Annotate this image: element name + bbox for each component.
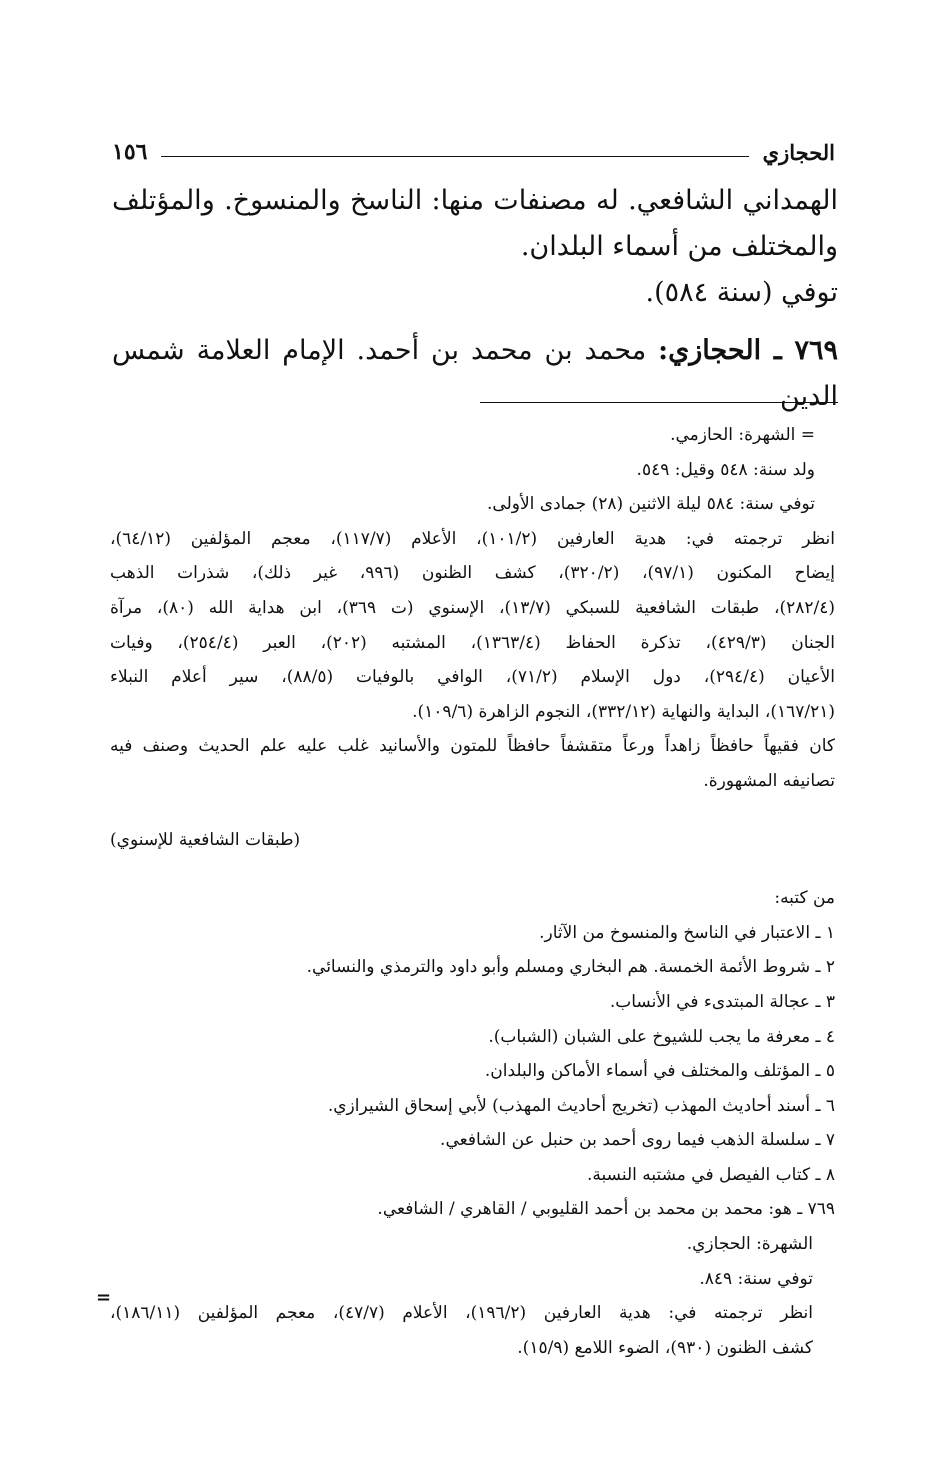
works-list-item: ١ ـ الاعتبار في الناسخ والمنسوخ من الآثار. bbox=[539, 922, 835, 943]
running-head-rule bbox=[161, 156, 748, 157]
main-line: توفي (سنة ٥٨٤). bbox=[645, 277, 838, 308]
entry-label: ٧٦٩ ـ الحجازي: bbox=[658, 335, 838, 366]
main-line: الهمداني الشافعي. له مصنفات منها: الناسخ والمنسوخ. والمؤتلف bbox=[112, 185, 838, 216]
works-list-item: ٤ ـ معرفة ما يجب للشيوخ على الشبان (الشباب). bbox=[488, 1026, 835, 1047]
footnote-separator bbox=[480, 402, 838, 403]
footnote-line: كان فقيهاً حافظاً زاهداً ورعاً متقشفاً حافظاً للمتون والأسانيد غلب عليه علم الحديث وصنف فيه bbox=[110, 736, 835, 757]
works-heading: من كتبه: bbox=[774, 888, 835, 909]
main-line: والمختلف من أسماء البلدان. bbox=[520, 231, 838, 262]
footnote-line: الجنان (٤٢٩/٣)، تذكرة الحفاظ (١٣٦٣/٤)، المشتبه (٢٠٢)، العبر (٢٥٤/٤)، وفيات bbox=[110, 632, 835, 653]
footnotes bbox=[110, 418, 835, 1365]
footnote-769-line: توفي سنة: ٨٤٩. bbox=[699, 1268, 813, 1289]
footnote-line: = الشهرة: الحازمي. bbox=[670, 425, 815, 445]
footnote-line: انظر ترجمته في: هدية العارفين (١٠١/٢)، الأعلام (١١٧/٧)، معجم المؤلفين (٦٤/١٢)، bbox=[110, 528, 835, 549]
footnote-769-line: كشف الظنون (٩٣٠)، الضوء اللامع (١٥/٩). bbox=[517, 1337, 813, 1358]
running-head bbox=[112, 132, 835, 172]
footnote-citation: (طبقات الشافعية للإسنوي) bbox=[110, 829, 301, 850]
works-list-item: ٥ ـ المؤتلف والمختلف في أسماء الأماكن والبلدان. bbox=[484, 1061, 835, 1082]
works-list-item: ٦ ـ أسند أحاديث المهذب (تخريج أحاديث المهذب) لأبي إسحاق الشيرازي. bbox=[327, 1095, 835, 1116]
footnote-line: توفي سنة: ٥٨٤ ليلة الاثنين (٢٨) جمادى الأولى. bbox=[487, 494, 815, 515]
main-text bbox=[112, 178, 838, 420]
works-list-item: ٧ ـ سلسلة الذهب فيما روى أحمد بن حنبل عن الشافعي. bbox=[440, 1130, 835, 1151]
continuation-mark: = bbox=[96, 1287, 112, 1308]
running-head-title: الحجازي bbox=[762, 139, 835, 165]
works-list-item: ٢ ـ شروط الأئمة الخمسة. هم البخاري ومسلم وأبو داود والترمذي والنسائي. bbox=[306, 957, 835, 978]
footnote-769-line: ٧٦٩ ـ هو: محمد بن محمد بن أحمد القليوبي / القاهري / الشافعي. bbox=[377, 1199, 835, 1220]
works-list-item: ٨ ـ كتاب الفيصل في مشتبه النسبة. bbox=[587, 1164, 835, 1185]
footnote-line: تصانيفه المشهورة. bbox=[703, 770, 835, 791]
footnote-line: ولد سنة: ٥٤٨ وقيل: ٥٤٩. bbox=[636, 459, 815, 480]
entry-heading bbox=[112, 328, 838, 420]
works-list-item: ٣ ـ عجالة المبتدىء في الأنساب. bbox=[609, 991, 835, 1012]
footnote-line: (١٦٧/٢١)، البداية والنهاية (٣٣٢/١٢)، النجوم الزاهرة (١٠٩/٦). bbox=[412, 701, 835, 722]
entry-text: محمد بن محمد بن أحمد. الإمام العلامة شمس الدين bbox=[112, 335, 838, 412]
page-number: ١٥٦ bbox=[112, 139, 148, 165]
footnote-line: إيضاح المكنون (٩٧/١)، (٣٢٠/٢)، كشف الظنون (٩٩٦، غير ذلك)، شذرات الذهب bbox=[110, 563, 835, 584]
footnote-769-line: الشهرة: الحجازي. bbox=[686, 1234, 813, 1255]
footnote-769-line: انظر ترجمته في: هدية العارفين (١٩٦/٢)، الأعلام (٤٧/٧)، معجم المؤلفين (١٨٦/١١)، bbox=[110, 1303, 814, 1324]
footnote-line: الأعيان (٢٩٤/٤)، دول الإسلام (٧١/٢)، الوافي بالوفيات (٨٨/٥)، سير أعلام النبلاء bbox=[110, 667, 835, 688]
footnote-line: (٢٨٢/٤)، طبقات الشافعية للسبكي (١٣/٧)، الإسنوي (ت ٣٦٩)، ابن هداية الله (٨٠)، مرآة bbox=[110, 597, 835, 618]
